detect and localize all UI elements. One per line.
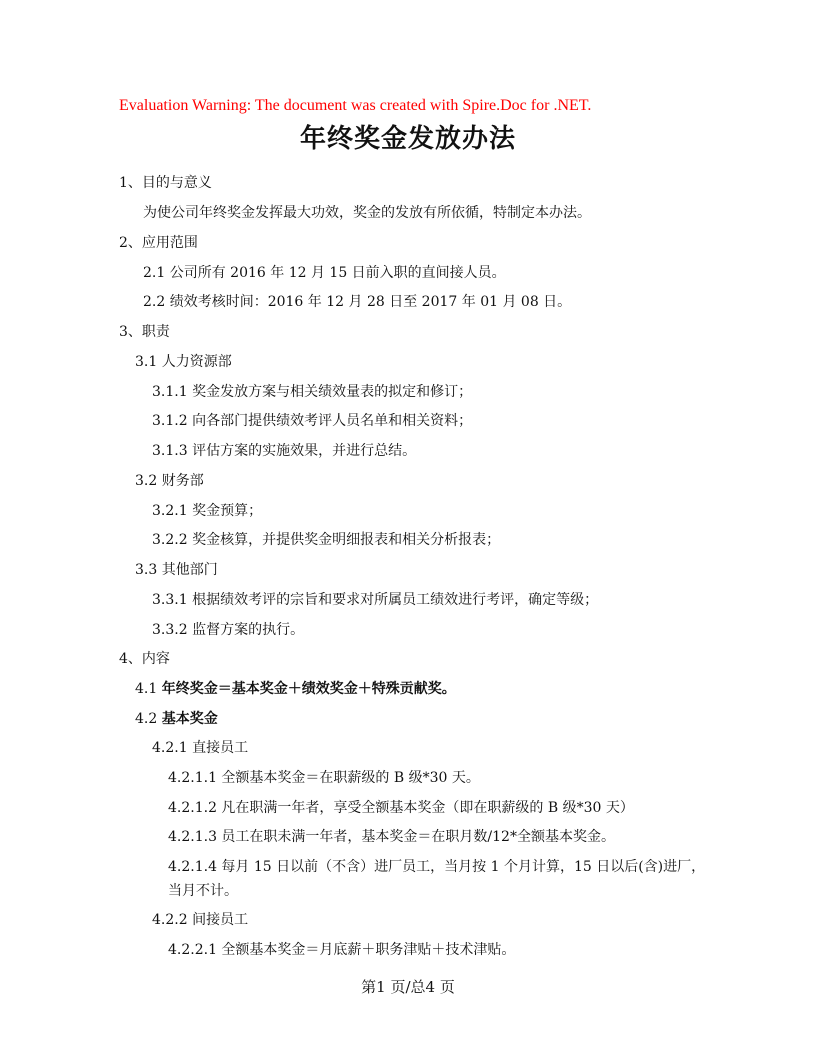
item-2-2: 2.2 绩效考核时间：2016 年 12 月 28 日至 2017 年 01 月 08 日。 bbox=[143, 294, 572, 310]
subsection-3-1-heading: 3.1 人力资源部 bbox=[135, 354, 232, 370]
subsection-4-1-text: 年终奖金＝基本奖金＋绩效奖金＋特殊贡献奖。 bbox=[161, 681, 456, 697]
subsection-4-2-heading bbox=[135, 710, 218, 728]
section-1-heading: 1、目的与意义 bbox=[119, 175, 212, 191]
item-4-2-2-1: 4.2.2.1 全额基本奖金＝月底薪＋职务津贴＋技术津贴。 bbox=[168, 942, 516, 958]
item-3-1-2: 3.1.2 向各部门提供绩效考评人员名单和相关资料； bbox=[152, 413, 473, 429]
item-3-2-2: 3.2.2 奖金核算，并提供奖金明细报表和相关分析报表； bbox=[152, 532, 501, 548]
item-3-1-1: 3.1.1 奖金发放方案与相关绩效量表的拟定和修订； bbox=[152, 384, 473, 400]
item-3-1-3: 3.1.3 评估方案的实施效果，并进行总结。 bbox=[152, 443, 417, 459]
subsection-4-2-text: 基本奖金 bbox=[161, 711, 218, 727]
subsection-4-1-number: 4.1 bbox=[135, 681, 162, 697]
subsection-4-1-heading bbox=[135, 680, 456, 698]
item-2-1: 2.1 公司所有 2016 年 12 月 15 日前入职的直间接人员。 bbox=[143, 265, 506, 281]
evaluation-warning: Evaluation Warning: The document was created with Spire.Doc for .NET. bbox=[119, 97, 592, 114]
item-3-3-1: 3.3.1 根据绩效考评的宗旨和要求对所属员工绩效进行考评，确定等级； bbox=[152, 592, 599, 608]
page-footer: 第1 页/总4 页 bbox=[361, 978, 455, 996]
subsection-4-2-number: 4.2 bbox=[135, 711, 162, 727]
section-3-heading: 3、职责 bbox=[119, 324, 170, 340]
subsection-3-2-heading: 3.2 财务部 bbox=[135, 473, 204, 489]
item-4-2-1-4-line1: 4.2.1.4 每月 15 日以前（不含）进厂员工，当月按 1 个月计算，15 日以后(含)进厂， bbox=[168, 859, 706, 875]
item-4-2-1-1: 4.2.1.1 全额基本奖金＝在职薪级的 B 级*30 天。 bbox=[168, 770, 480, 786]
subsection-4-2-1-heading: 4.2.1 直接员工 bbox=[152, 740, 249, 756]
subsection-4-2-2-heading: 4.2.2 间接员工 bbox=[152, 912, 249, 928]
item-4-2-1-2: 4.2.1.2 凡在职满一年者，享受全额基本奖金（即在职薪级的 B 级*30 天） bbox=[168, 800, 634, 816]
section-1-paragraph: 为使公司年终奖金发挥最大功效，奖金的发放有所依循，特制定本办法。 bbox=[143, 205, 591, 221]
item-3-3-2: 3.3.2 监督方案的执行。 bbox=[152, 622, 305, 638]
document-title: 年终奖金发放办法 bbox=[299, 124, 516, 154]
item-4-2-1-3: 4.2.1.3 员工在职未满一年者，基本奖金＝在职月数/12*全额基本奖金。 bbox=[168, 829, 615, 845]
item-4-2-1-4-line2: 当月不计。 bbox=[168, 883, 238, 899]
section-4-heading: 4、内容 bbox=[119, 651, 170, 667]
item-3-2-1: 3.2.1 奖金预算； bbox=[152, 503, 263, 519]
section-2-heading: 2、应用范围 bbox=[119, 235, 198, 251]
subsection-3-3-heading: 3.3 其他部门 bbox=[135, 562, 218, 578]
